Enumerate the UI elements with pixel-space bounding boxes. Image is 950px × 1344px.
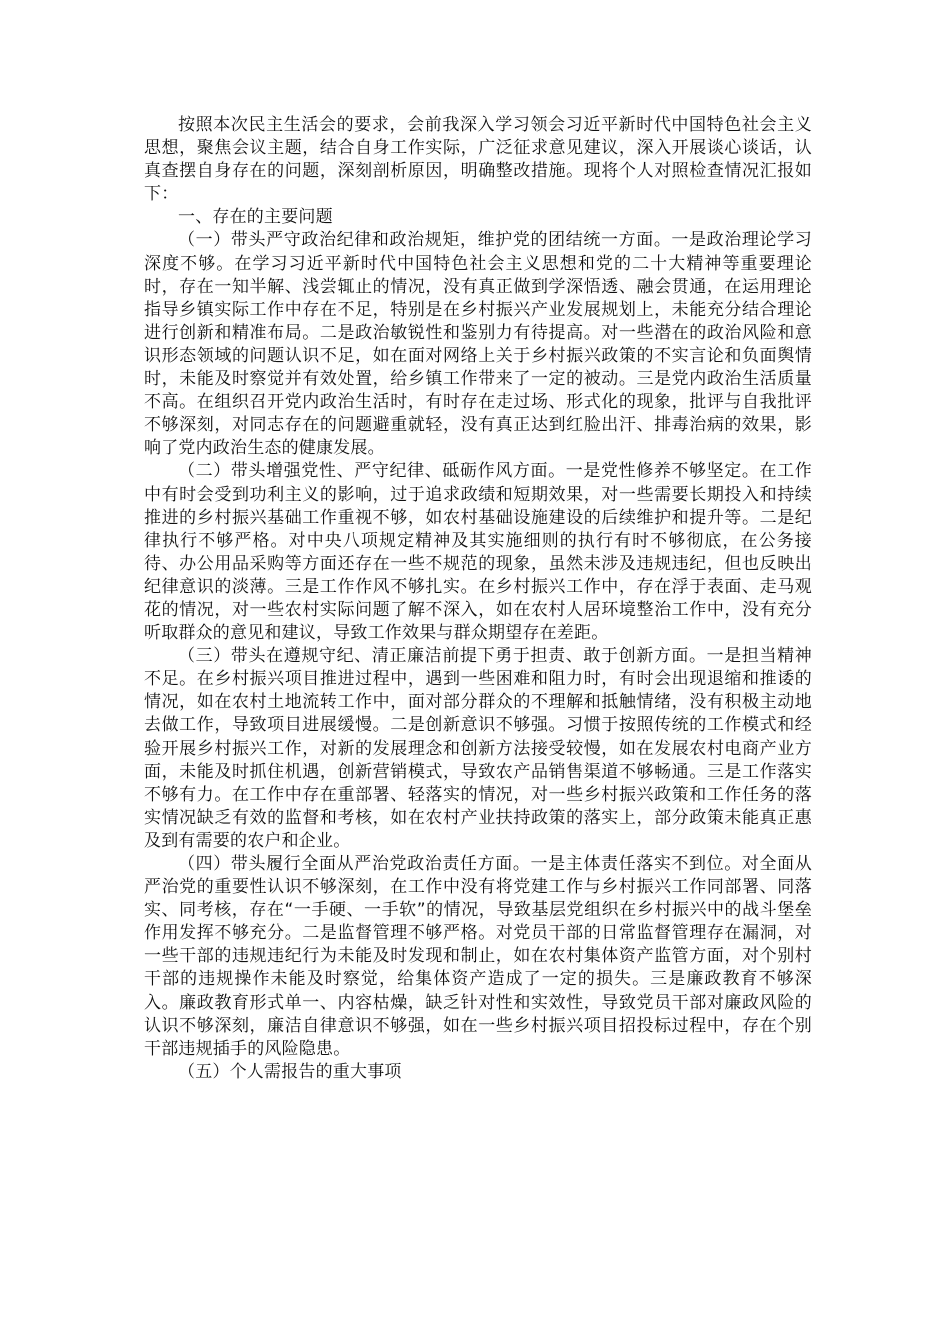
document-page xyxy=(144,114,812,1084)
section-heading: 一、存在的主要问题 xyxy=(178,207,333,228)
paragraph-1: （一）带头严守政治纪律和政治规矩，维护党的团结统一方面。一是政治理论学习深度不够。在学习习近平新时代中国特色社会主义思想和党的二十大精神等重要理论时，存在一知半解、浅尝辄止的情况，没有真正做到学深悟透、融会贯通，在运用理论指导乡镇实际工作中存在不足，特别是在乡村振兴产业发展规划上，未能充分结合理论进行创新和精准布局。二是政治敏锐性和鉴别力有待提高。对一些潜在的政治风险和意识形态领域的问题认识不足，如在面对网络上关于乡村振兴政策的不实言论和负面舆情时，未能及时察觉并有效处置，给乡镇工作带来了一定的被动。三是党内政治生活质量不高。在组织召开党内政治生活时，有时存在走过场、形式化的现象，批评与自我批评不够深刻，对同志存在的问题避重就轻，没有真正达到红脸出汗、排毒治病的效果，影响了党内政治生态的健康发展。 xyxy=(144,230,812,459)
intro-paragraph: 按照本次民主生活会的要求，会前我深入学习领会习近平新时代中国特色社会主义思想，聚焦会议主题，结合自身工作实际，广泛征求意见建议，深入开展谈心谈话，认真查摆自身存在的问题，深刻剖析原因，明确整改措施。现将个人对照检查情况汇报如下： xyxy=(144,115,812,205)
paragraph-5: （五）个人需报告的重大事项 xyxy=(178,1061,402,1082)
paragraph-4: （四）带头履行全面从严治党政治责任方面。一是主体责任落实不到位。对全面从严治党的重要性认识不够深刻，在工作中没有将党建工作与乡村振兴工作同部署、同落实、同考核，存在“一手硬、一手软”的情况，导致基层党组织在乡村振兴中的战斗堡垒作用发挥不够充分。二是监督管理不够严格。对党员干部的日常监督管理存在漏洞，对一些干部的违规违纪行为未能及时发现和制止，如在农村集体资产监管方面，对个别村干部的违规操作未能及时察觉，给集体资产造成了一定的损失。三是廉政教育不够深入。廉政教育形式单一、内容枯燥，缺乏针对性和实效性，导致党员干部对廉政风险的认识不够深刻，廉洁自律意识不够强，如在一些乡村振兴项目招投标过程中，存在个别干部违规插手的风险隐患。 xyxy=(144,854,812,1059)
paragraph-2: （二）带头增强党性、严守纪律、砥砺作风方面。一是党性修养不够坚定。在工作中有时会受到功利主义的影响，过于追求政绩和短期效果，对一些需要长期投入和持续推进的乡村振兴基础工作重视不够，如农村基础设施建设的后续维护和提升等。二是纪律执行不够严格。对中央八项规定精神及其实施细则的执行有时不够彻底，在公务接待、办公用品采购等方面还存在一些不规范的现象，虽然未涉及违规违纪，但也反映出纪律意识的淡薄。三是工作作风不够扎实。在乡村振兴工作中，存在浮于表面、走马观花的情况，对一些农村实际问题了解不深入，如在农村人居环境整治工作中，没有充分听取群众的意见和建议，导致工作效果与群众期望存在差距。 xyxy=(144,461,812,644)
paragraph-3: （三）带头在遵规守纪、清正廉洁前提下勇于担责、敢于创新方面。一是担当精神不足。在乡村振兴项目推进过程中，遇到一些困难和阻力时，有时会出现退缩和推诿的情况，如在农村土地流转工作中，面对部分群众的不理解和抵触情绪，没有积极主动地去做工作，导致项目进展缓慢。二是创新意识不够强。习惯于按照传统的工作模式和经验开展乡村振兴工作，对新的发展理念和创新方法接受较慢，如在发展农村电商产业方面，未能及时抓住机遇，创新营销模式，导致农产品销售渠道不够畅通。三是工作落实不够有力。在工作中存在重部署、轻落实的情况，对一些乡村振兴政策和工作任务的落实情况缺乏有效的监督和考核，如在农村产业扶持政策的落实上，部分政策未能真正惠及到有需要的农户和企业。 xyxy=(144,646,812,851)
